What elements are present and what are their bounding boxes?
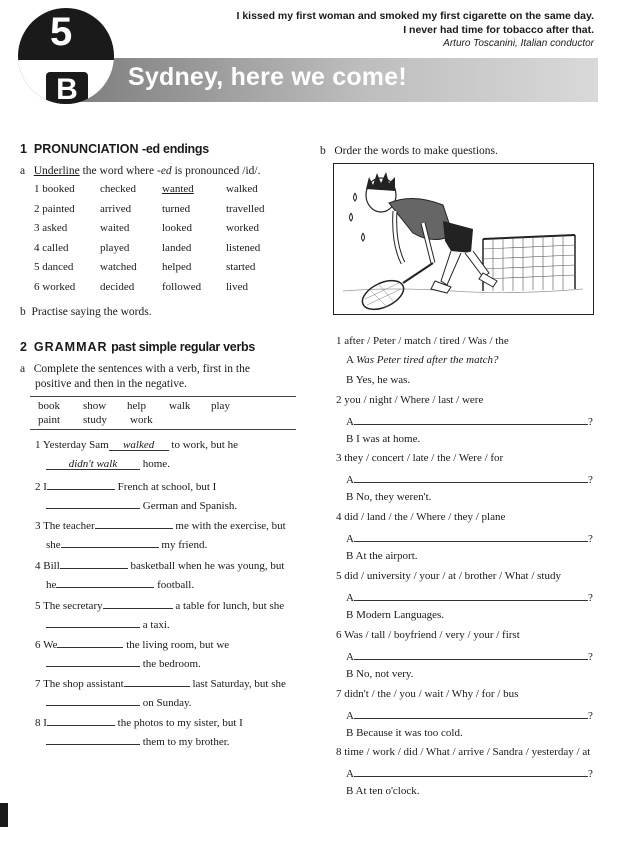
grammar-item-text: The teacher [43,520,95,532]
order-answer-a [346,413,593,428]
order-answer-a [346,765,593,780]
word-box-item: play [211,400,230,412]
order-answer-b [346,491,431,503]
pron-heading-main: PRONUNCIATION [33,142,139,156]
grammar-item-text: them to my brother. [142,736,230,748]
order-answer-a [346,530,593,545]
order-b-label: B [346,609,354,621]
order-item-number: 5 [336,570,342,582]
grammar-item-text: my friend. [161,539,208,551]
grammar-item-text: last Saturday, but she [192,678,286,690]
order-instruction-b [320,143,498,159]
pron-a-letter: a [20,165,26,177]
grammar-answer-blank: didn't walk [46,458,140,470]
pron-b-text: Practise saying the words. [31,306,152,318]
grammar-answer-blank[interactable] [61,536,159,548]
grammar-item-line2 [46,458,170,470]
grammar-item-text: basketball when he was young, but [130,560,285,572]
grammar-item-number: 3 [35,520,41,532]
word-box-item: book [38,400,60,412]
grammar-answer-blank[interactable] [46,694,140,706]
order-item-text: Was / tall / boyfriend / very / your / first [344,629,520,641]
grammar-item-text: a table for lunch, but she [175,600,285,612]
order-item-words [336,335,509,347]
grammar-item-text: I [43,481,47,493]
order-item-number: 7 [336,688,342,700]
order-item-words [336,511,505,523]
pron-word: watched [100,261,137,274]
order-b-label: B [346,668,354,680]
order-item-number: 8 [336,746,342,758]
gram-a-letter: a [20,363,26,375]
grammar-answer-blank[interactable] [57,636,123,648]
order-a-label: A [346,416,354,428]
order-answer-b [346,433,420,445]
order-a-label: A [346,354,354,366]
order-item-words [336,570,561,582]
grammar-item-number: 4 [35,560,41,572]
order-answer-blank[interactable] [354,765,588,777]
grammar-item-text: she [46,539,61,551]
grammar-item-line2 [46,576,194,591]
pron-heading-sub: -ed endings [142,142,209,156]
order-a-label: A [346,474,354,486]
question-mark: ? [587,710,593,722]
order-item-number: 3 [336,452,342,464]
pron-word: travelled [226,202,265,215]
grammar-item-line2 [46,497,237,512]
word-box-item: work [130,414,153,426]
grammar-item-text: he [46,579,57,591]
pron-word: lived [226,281,248,293]
order-b-label: B [346,785,354,797]
pron-instruction-a [20,163,260,179]
grammar-item-number: 6 [35,639,41,651]
pron-instruction-b [20,304,152,320]
pron-word: arrived [100,202,132,215]
order-item-words [336,629,520,641]
gram-heading-num: 2 [20,340,27,354]
pron-word: 2 painted [34,202,75,215]
grammar-item-number: 8 [35,717,41,729]
order-answer-a [346,707,593,722]
question-mark: ? [587,592,593,604]
grammar-answer-blank[interactable] [60,557,128,569]
grammar-item-text: I [43,717,47,729]
pron-a-underline: Underline [33,165,80,177]
gram-a-line1: Complete the sentences with a verb, first in the [33,363,250,375]
pron-word: walked [226,183,258,195]
quote-author: Arturo Toscanini, Italian conductor [443,38,594,49]
pron-word: worked [226,222,259,235]
gram-a-line2: positive and then in the negative. [35,378,188,390]
order-item-text: you / night / Where / last / were [344,394,484,406]
order-b-text: I was at home. [356,433,421,445]
pron-word: listened [226,241,261,254]
grammar-item-text: on Sunday. [142,697,192,709]
grammar-answer-blank[interactable] [47,714,115,726]
grammar-item-text: German and Spanish. [142,500,238,512]
grammar-item-text: home. [142,458,170,470]
order-item-words [336,746,590,758]
pron-a-text: the word where [82,165,155,177]
grammar-item-text: the living room, but we [126,639,230,651]
order-b-text: At the airport. [355,550,418,562]
quote-line-2: I never had time for tobacco after that. [403,24,594,36]
order-item-text: did / land / the / Where / they / plane [344,511,506,523]
grammar-answer-blank[interactable] [47,478,115,490]
order-b-text: At ten o'clock. [355,785,420,797]
quote [236,9,594,51]
pronunciation-heading [20,142,209,156]
grammar-answer-blank[interactable] [46,655,140,667]
order-answer-b [346,374,410,386]
word-box [30,396,296,430]
order-answer-b [346,785,420,797]
pron-word: started [226,261,256,274]
pron-word: followed [162,281,202,293]
word-box-item: study [83,414,107,426]
order-item-number: 1 [336,335,342,347]
grammar-item-text: to work, but he [171,439,238,451]
grammar-item-line2 [46,694,192,709]
order-b-letter: b [320,145,326,157]
order-b-text: No, not very. [356,668,414,680]
order-item-text: did / university / your / at / brother / What / study [344,570,561,582]
order-item-text: after / Peter / match / tired / Was / the [344,335,509,347]
grammar-item-line2 [46,616,170,631]
pron-b-letter: b [20,306,26,318]
order-answer-a [346,354,499,366]
grammar-item-text: Yesterday Sam [42,439,109,451]
order-item-text: they / concert / late / the / Were / for [344,452,504,464]
pron-word: looked [162,222,192,235]
word-box-item: show [83,400,107,412]
order-answer-b [346,609,444,621]
grammar-item-line1 [35,636,229,651]
question-mark: ? [587,533,593,545]
grammar-item-line1 [35,597,284,612]
pron-word: checked [100,183,137,195]
order-b-text: Yes, he was. [355,374,411,386]
gram-heading-main: GRAMMAR [33,340,108,354]
gram-heading-sub: past simple regular verbs [111,340,256,354]
pron-word: 1 booked [34,183,75,195]
order-answer-a [346,471,593,486]
order-item-words [336,394,483,406]
grammar-item-text: a taxi. [142,619,170,631]
unit-letter: B [46,72,88,104]
grammar-item-line1 [35,517,286,532]
order-item-text: time / work / did / What / arrive / Sandra / yesterday / at [344,746,591,758]
order-item-number: 4 [336,511,342,523]
order-a-label: A [346,651,354,663]
order-answer-b [346,727,463,739]
pron-word: 3 asked [34,222,68,235]
grammar-item-text: me with the exercise, but [175,520,286,532]
gram-instruction-a [20,361,250,377]
word-box-item: paint [38,414,60,426]
order-answer-blank[interactable] [354,707,588,719]
order-a-label: A [346,592,354,604]
order-a-answer: Was Peter tired after the match? [356,354,499,366]
order-b-label: B [346,374,354,386]
grammar-answer-blank[interactable] [95,517,173,529]
order-b-label: B [346,550,354,562]
order-b-text: Because it was too cold. [356,727,463,739]
pron-word: played [100,241,130,254]
order-b-label: B [346,433,354,445]
page-corner-mark [0,803,8,827]
pron-word: turned [162,202,191,215]
grammar-item-text: football. [157,579,195,591]
grammar-answer-blank[interactable] [46,616,140,628]
order-answer-b [346,668,413,680]
order-item-words [336,688,518,700]
pron-word: 5 danced [34,261,74,274]
grammar-item-line1 [35,675,286,690]
quote-line-1: I kissed my first woman and smoked my first cigarette on the same day. [236,10,594,22]
unit-badge [18,8,114,104]
order-a-label: A [346,533,354,545]
unit-number: 5 [50,10,73,54]
order-a-label: A [346,768,354,780]
grammar-item-line1 [35,478,216,493]
word-box-item: walk [169,400,191,412]
order-item-number: 6 [336,629,342,641]
order-item-words [336,452,503,464]
grammar-item-text: French at school, but I [117,481,217,493]
order-answer-blank[interactable] [354,471,588,483]
pron-word: landed [162,241,192,254]
grammar-answer-blank: walked [109,439,169,451]
order-b-text: Modern Languages. [356,609,445,621]
grammar-item-line1 [35,557,284,572]
order-item-text: didn't / the / you / wait / Why / for / bus [344,688,519,700]
grammar-item-text: the photos to my sister, but I [117,717,243,729]
order-answer-a [346,589,593,604]
pron-word: decided [100,281,135,293]
order-answer-b [346,550,418,562]
grammar-item-line2 [46,655,201,670]
tennis-player-illustration [333,163,594,315]
grammar-item-text: the bedroom. [142,658,201,670]
order-answer-blank[interactable] [354,413,588,425]
order-answer-blank[interactable] [354,530,588,542]
grammar-item-line2 [46,536,207,551]
grammar-answer-blank[interactable] [103,597,173,609]
grammar-answer-blank[interactable] [46,497,140,509]
grammar-item-line1 [35,714,243,729]
grammar-item-text: The shop assistant [43,678,124,690]
grammar-item-number: 7 [35,678,41,690]
word-box-item: help [127,400,146,412]
grammar-answer-blank[interactable] [56,576,154,588]
pron-word: 4 called [34,241,69,254]
question-mark: ? [587,416,593,428]
pron-word: helped [162,261,192,274]
pron-a-text-2: is pronounced /id/. [174,165,261,177]
order-item-number: 2 [336,394,342,406]
grammar-heading [20,340,255,354]
question-mark: ? [587,474,593,486]
pron-heading-num: 1 [20,142,27,156]
pron-word: wanted [162,183,194,195]
question-mark: ? [587,768,593,780]
order-b-label: B [346,727,354,739]
pron-word: 6 worked [34,281,76,293]
grammar-item-line2 [46,733,230,748]
order-answer-blank[interactable] [354,648,588,660]
grammar-answer-blank[interactable] [124,675,190,687]
grammar-item-line1 [35,439,238,451]
grammar-item-number: 2 [35,481,41,493]
grammar-item-number: 1 [35,439,41,451]
order-b-text: No, they weren't. [356,491,432,503]
order-answer-a [346,648,593,663]
grammar-answer-blank[interactable] [46,733,140,745]
page-title: Sydney, here we come! [128,63,407,91]
order-a-label: A [346,710,354,722]
grammar-item-text: We [43,639,58,651]
pron-a-ed: -ed [157,165,172,177]
order-answer-blank[interactable] [354,589,588,601]
grammar-item-text: Bill [43,560,60,572]
pron-word: waited [100,222,130,235]
question-mark: ? [587,651,593,663]
grammar-item-number: 5 [35,600,41,612]
grammar-item-text: The secretary [43,600,103,612]
order-b-text: Order the words to make questions. [334,145,498,157]
order-b-label: B [346,491,354,503]
